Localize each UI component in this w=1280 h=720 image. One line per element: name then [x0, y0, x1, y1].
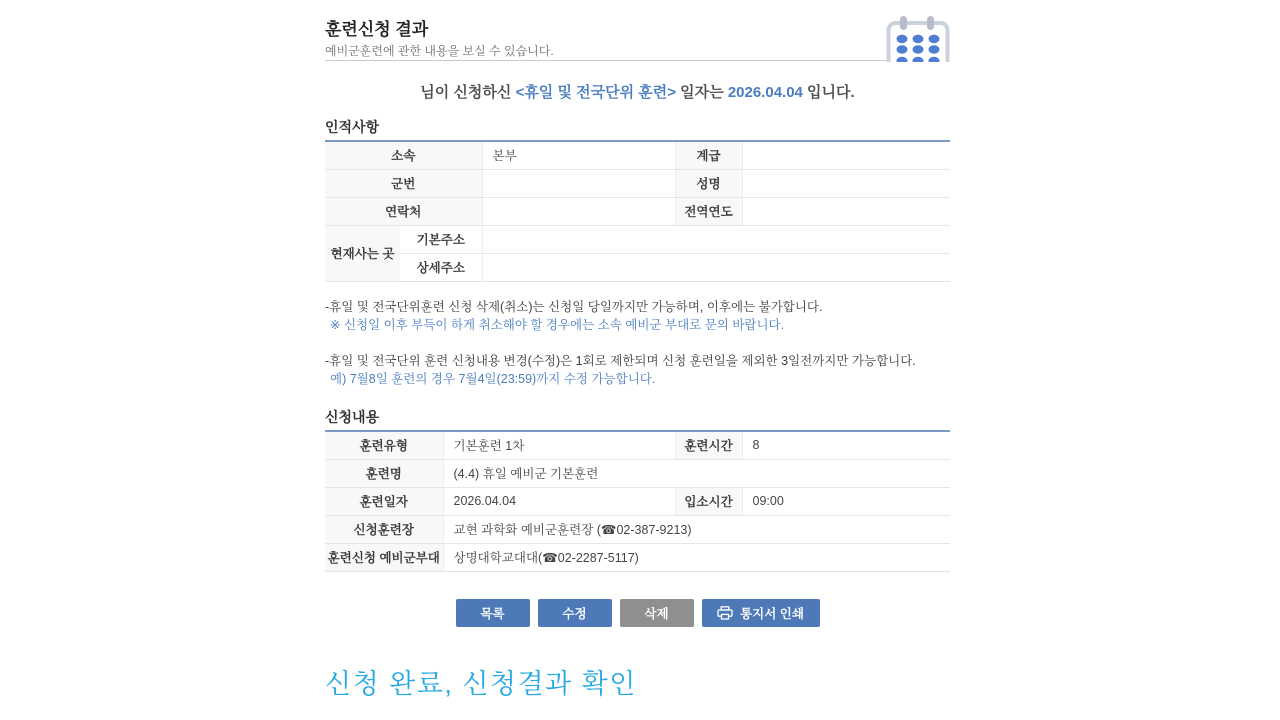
application-date-notice — [325, 81, 950, 102]
calendar-icon — [886, 16, 950, 62]
field-value-service-number — [482, 169, 675, 197]
field-value-training-name: (4.4) 휴일 예비군 기본훈련 — [443, 459, 950, 487]
note-modification-sub: 예) 7월8일 훈련의 경우 7월4일(23:59)까지 수정 가능합니다. — [330, 372, 656, 386]
field-value-name — [742, 169, 950, 197]
field-label-base-address: 기본주소 — [400, 225, 482, 253]
list-button[interactable]: 목록 — [456, 599, 530, 627]
field-label-reserve-unit: 훈련신청 예비군부대 — [325, 543, 443, 571]
personal-info-table — [325, 140, 950, 282]
field-value-entry-time: 09:00 — [742, 487, 950, 515]
field-value-training-hours: 8 — [742, 431, 950, 459]
field-value-training-date: 2026.04.04 — [443, 487, 675, 515]
notice-training-type: <휴일 및 전국단위 훈련> — [515, 84, 676, 101]
field-label-training-type: 훈련유형 — [325, 431, 443, 459]
note-cancellation — [325, 298, 965, 334]
page-header — [325, 0, 950, 61]
application-table — [325, 430, 950, 572]
field-label-current-address: 현재사는 곳 — [325, 225, 400, 281]
notes — [325, 298, 965, 406]
print-notice-button[interactable] — [702, 599, 820, 627]
note-modification-main: -휴일 및 전국단위 훈련 신청내용 변경(수정)은 1회로 제한되며 신청 훈련일을 제외한 3일전까지만 가능합니다. — [325, 354, 916, 368]
printer-icon — [717, 606, 733, 620]
note-cancellation-main: -휴일 및 전국단위훈련 신청 삭제(취소)는 신청일 당일까지만 가능하며, 이후에는 불가합니다. — [325, 300, 823, 314]
section-title-application: 신청내용 — [325, 409, 380, 425]
field-value-base-address — [482, 225, 950, 253]
field-label-rank: 계급 — [675, 141, 742, 169]
field-label-service-number: 군번 — [325, 169, 482, 197]
field-label-contact: 연락처 — [325, 197, 482, 225]
field-label-training-date: 훈련일자 — [325, 487, 443, 515]
field-value-discharge-year — [742, 197, 950, 225]
field-value-contact — [482, 197, 675, 225]
notice-middle: 일자는 — [676, 84, 728, 101]
field-label-unit: 소속 — [325, 141, 482, 169]
table-row — [325, 253, 950, 281]
field-label-training-hours: 훈련시간 — [675, 431, 742, 459]
table-row — [325, 543, 950, 571]
note-modification — [325, 352, 965, 388]
action-button-row — [325, 599, 950, 627]
field-value-training-type: 기본훈련 1차 — [443, 431, 675, 459]
table-row — [325, 225, 950, 253]
notice-date: 2026.04.04 — [727, 84, 803, 101]
table-row — [325, 141, 950, 169]
edit-button[interactable]: 수정 — [538, 599, 612, 627]
notice-prefix: 님이 신청하신 — [420, 84, 516, 101]
field-label-entry-time: 입소시간 — [675, 487, 742, 515]
table-row — [325, 197, 950, 225]
field-value-unit: 본부 — [482, 141, 675, 169]
section-title-personal-info: 인적사항 — [325, 119, 380, 135]
notice-suffix: 입니다. — [802, 84, 855, 101]
note-cancellation-sub: ※ 신청일 이후 부득이 하게 취소해야 할 경우에는 소속 예비군 부대로 문의 바랍니다. — [330, 318, 785, 332]
field-label-training-name: 훈련명 — [325, 459, 443, 487]
table-row — [325, 459, 950, 487]
field-value-rank — [742, 141, 950, 169]
page-title: 훈련신청 결과 — [325, 20, 429, 39]
field-label-name: 성명 — [675, 169, 742, 197]
field-value-reserve-unit: 상명대학교대대(☎02-2287-5117) — [453, 551, 639, 565]
table-row — [325, 487, 950, 515]
page-subtitle: 예비군훈련에 관한 내용을 보실 수 있습니다. — [325, 44, 554, 58]
delete-button[interactable]: 삭제 — [620, 599, 694, 627]
field-label-training-site: 신청훈련장 — [325, 515, 443, 543]
table-row — [325, 169, 950, 197]
status-caption: 신청 완료, 신청결과 확인 — [325, 669, 637, 699]
print-notice-label: 통지서 인쇄 — [740, 607, 804, 621]
field-label-discharge-year: 전역연도 — [675, 197, 742, 225]
table-row — [325, 515, 950, 543]
table-row — [325, 431, 950, 459]
field-value-training-site: 교현 과학화 예비군훈련장 (☎02-387-9213) — [443, 515, 950, 543]
field-label-detail-address: 상세주소 — [400, 253, 482, 281]
field-value-detail-address — [482, 253, 950, 281]
